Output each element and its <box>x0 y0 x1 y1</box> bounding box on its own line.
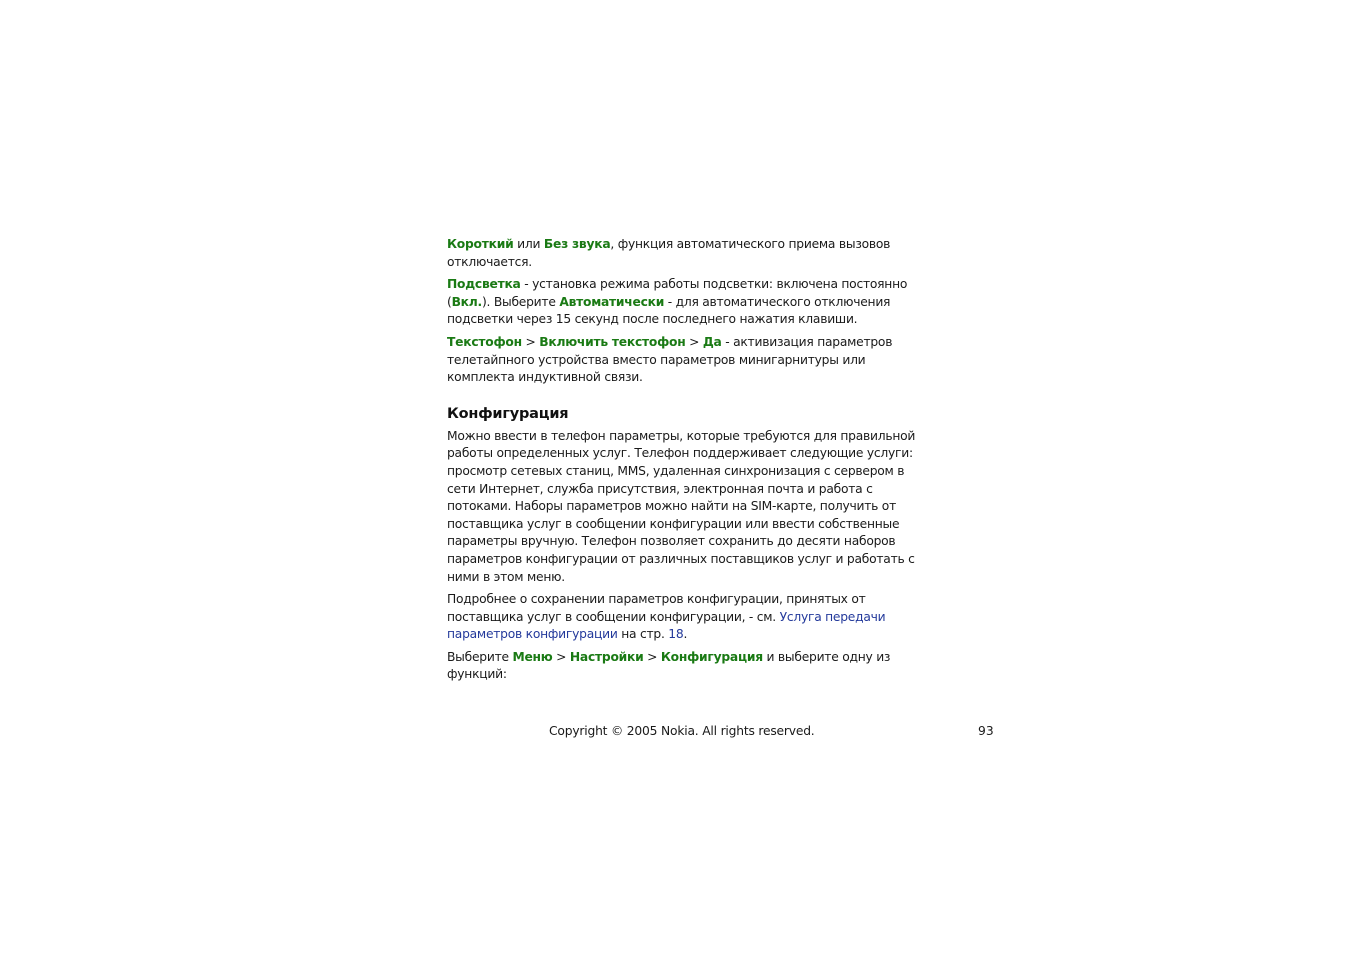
keyword-backlight: Подсветка <box>447 277 521 292</box>
text-segment: Выберите <box>447 649 513 664</box>
text-segment: , функция автоматического приема вызовов отключается. <box>447 237 891 269</box>
keyword-configuration: Конфигурация <box>660 649 763 664</box>
link-config-service[interactable]: Услуга передачи параметров конфигурации <box>447 609 886 642</box>
text-segment: - установка режима работы подсветки: включена постоянно ( <box>447 277 908 309</box>
text-segment: - для автоматического отключения подсветки через 15 секунд после последнего нажатия клавиши. <box>447 294 891 327</box>
text-segment: > <box>552 649 570 664</box>
footer-copyright: Copyright © 2005 Nokia. All rights reserved. <box>549 724 815 738</box>
paragraph-backlight <box>447 276 917 329</box>
paragraph-configuration-intro: Можно ввести в телефон параметры, которые требуются для правильной работы определенных услуг. Телефон поддерживает следующие услуги: просмотр сетевых станиц, MMS, удаленная синхронизация с сервером в сети Интернет, служба присутствия, электронная почта и работа с потоками. Наборы параметров можно найти на SIM-карте, получить от поставщика услуг в сообщении конфигурации или ввести собственные параметры вручную. Телефон позволяет сохранить до десяти наборов параметров конфигурации от различных поставщиков услуг и работать с ними в этом меню. <box>447 428 916 584</box>
page-content <box>447 236 917 689</box>
text-segment: > <box>643 649 661 664</box>
text-segment: и выберите одну из функций: <box>447 649 891 682</box>
keyword-settings: Настройки <box>569 649 644 664</box>
paragraph-configuration-more <box>447 591 917 644</box>
paragraph-textphone <box>447 334 917 387</box>
text-segment: ). Выберите <box>481 294 560 309</box>
keyword-enable-textphone: Включить текстофон <box>539 334 686 349</box>
link-page-18[interactable]: 18 <box>668 627 684 642</box>
keyword-automatic: Автоматически <box>559 294 665 309</box>
text-segment: или <box>513 237 544 251</box>
keyword-silent: Без звука <box>543 237 611 251</box>
text-segment: > <box>685 334 703 349</box>
page-number: 93 <box>978 724 994 738</box>
text-segment: . <box>683 627 688 642</box>
text-segment: Подробнее о сохранении параметров конфигурации, принятых от поставщика услуг в сообщении конфигурации, - см. <box>447 592 866 624</box>
text-segment: на стр. <box>617 627 669 642</box>
paragraph-select-menu <box>447 649 917 684</box>
keyword-menu: Меню <box>512 649 553 664</box>
paragraph-answer-mode <box>447 236 917 271</box>
keyword-on: Вкл. <box>451 294 482 309</box>
text-segment: > <box>521 334 540 349</box>
keyword-short: Короткий <box>447 237 514 251</box>
keyword-yes: Да <box>702 334 722 349</box>
text-segment: - активизация параметров телетайпного устройства вместо параметров минигарнитуры или комплекта индуктивной связи. <box>447 334 893 385</box>
keyword-textphone: Текстофон <box>447 334 522 349</box>
section-heading-configuration: Конфигурация <box>447 405 569 422</box>
